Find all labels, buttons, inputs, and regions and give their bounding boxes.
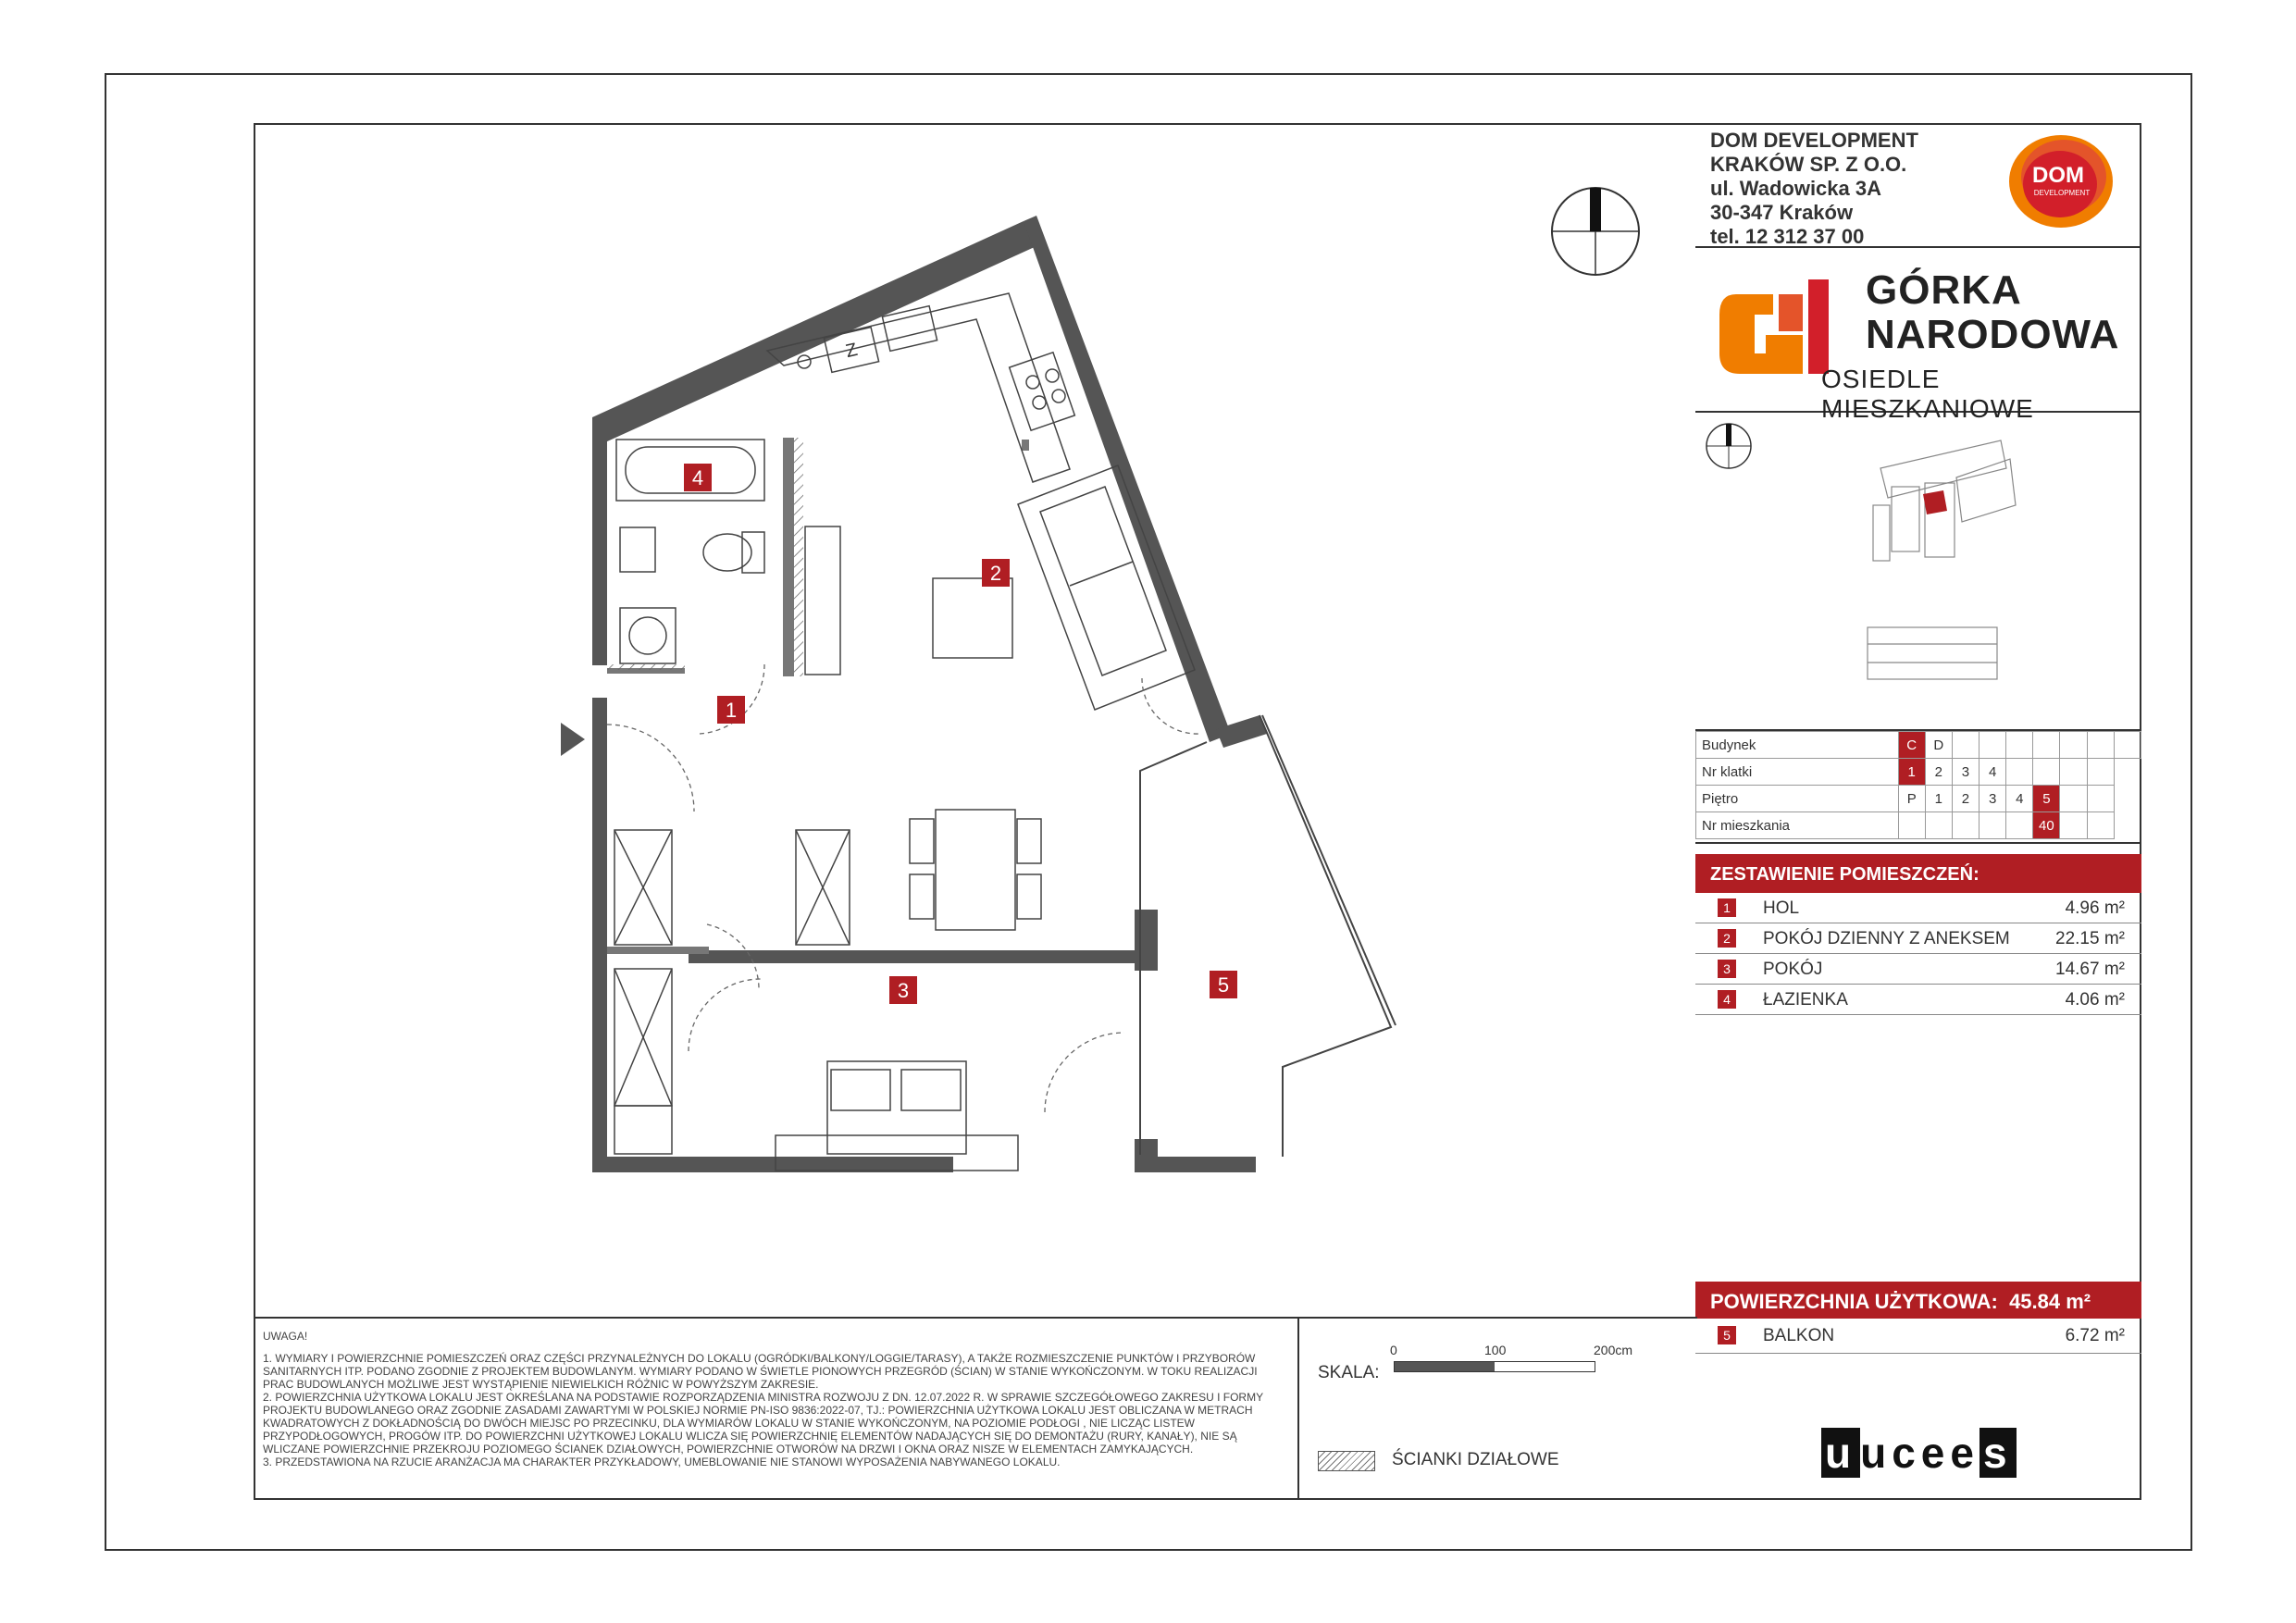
svg-text:DOM: DOM bbox=[2032, 163, 2084, 188]
company-phone: tel. 12 312 37 00 bbox=[1710, 225, 1865, 248]
svg-text:Z: Z bbox=[843, 339, 860, 363]
room-row: 4 ŁAZIENKA 4.06 m² bbox=[1695, 985, 2141, 1015]
toilet-icon bbox=[703, 532, 764, 573]
washbasin-icon bbox=[620, 527, 655, 572]
balcony-row: 5 BALKON 6.72 m² bbox=[1695, 1319, 2141, 1354]
dining-table bbox=[910, 810, 1041, 930]
floor-plan bbox=[254, 123, 1697, 1317]
note-2: 2. POWIERZCHNIA UŻYTKOWA LOKALU JEST OKREŚLANA NA PODSTAWIE ROZPORZĄDZENIA MINISTRA ROZWOJU Z DN. 12.07.2022 R. W SPRAWIE SZCZEGÓŁOWEGO ZAKRESU I FORMY PROJEKTU BUDOWLANEGO ORAZ ZGODNIE ZASADAMI ZAWARTYMI W POLSKIEJ NORMIE PN-ISO 9836:2022-07, TJ.: POWIERZCHNIA UŻYTKOWA LOKALU JEST OBLICZANA W METRACH KWADRATOWYCH Z DOKŁADNOŚCIĄ DO DWÓCH MIEJSC PO PRZECINKU, DLA WYMIARÓW LOKALU W STANIE WYKOŃCZONYM, NA POZIOMIE PODŁOGI , NIE LICZĄC LISTEW PRZYPODŁOGOWYCH, PROGÓW ITP. DO POWIERZCHNI UŻYTKOWEJ LOKALU WLICZA SIĘ POWIERZCHNIĘ ELEMENTÓW NADAJĄCYCH SIĘ DO DEMONTAŻU (RURY, KANAŁY), NIE SĄ WLICZANE POWIERZCHNIE PRZEKROJU POZIOMEGO ŚCIANEK DZIAŁOWYCH, POWIERZCHNIE OTWORÓW NA DRZWI I OKNA ORAZ NISZE W ELEMENTACH ZAMYKAJĄCYCH. bbox=[263, 1391, 1263, 1456]
building-row: Budynek C D bbox=[1696, 732, 2141, 759]
coffee-table bbox=[933, 578, 1012, 658]
room-marker-label: 5 bbox=[1217, 973, 1230, 997]
stove-icon bbox=[1010, 353, 1075, 430]
room-marker-label: 1 bbox=[725, 699, 738, 722]
stair-row: Nr klatki 1 2 3 4 bbox=[1696, 759, 2141, 786]
key-plan bbox=[1695, 413, 2141, 731]
floor-row: Piętro P 1 2 3 4 5 bbox=[1696, 786, 2141, 812]
project-subtitle: OSIEDLE MIESZKANIOWE bbox=[1821, 365, 2034, 423]
key-plan-map bbox=[1695, 413, 2141, 731]
company-address bbox=[1695, 123, 2141, 248]
room-marker-label: 4 bbox=[691, 466, 704, 489]
svg-text:DEVELOPMENT: DEVELOPMENT bbox=[2033, 189, 2091, 197]
note-1: 1. WYMIARY I POWIERZCHNIE POMIESZCZEŃ ORAZ CZĘŚCI PRZYNALEŻNYCH DO LOKALU (OGRÓDKI/BALKONY/LOGGIE/TARASY), A TAKŻE ROZMIESZCZENIE PUNKTÓW I PRZYBORÓW SANITARNYCH ITP. PODANO ZGODNIE Z PROJEKTEM BUDOWLANYM. WYMIARY PODANO W ŚWIETLE PIONOWYCH PRZEGRÓD (ŚCIAN) W STANIE WYKOŃCZONYM. W TOKU REALIZACJI PRAC BUDOWLANYCH MOŻLIWE JEST WYSTĄPIENIE NIEWIELKICH RÓŻNIC W POWYŻSZYM ZAKRESIE. bbox=[263, 1352, 1258, 1391]
ucees-logo: uucees bbox=[1821, 1428, 2017, 1478]
notes-box: UWAGA! 1. WYMIARY I POWIERZCHNIE POMIESZCZEŃ ORAZ CZĘŚCI PRZYNALEŻNYCH DO LOKALU (OGRÓDKI/BALKONY/LOGGIE/TARASY), A TAKŻE ROZMIESZCZENIE PUNKTÓW I PRZYBORÓW SANITARNYCH ITP. PODANO ZGODNIE Z PROJEKTEM BUDOWLANYM. WYMIARY PODANO W ŚWIETLE PIONOWYCH PRZEGRÓD (ŚCIAN) W STANIE WYKOŃCZONYM. W TOKU REALIZACJI PRAC BUDOWLANYCH MOŻLIWE JEST WYSTĄPIENIE NIEWIELKICH RÓŻNIC W POWYŻSZYM ZAKRESIE. 2. POWIERZCHNIA UŻYTKOWA LOKALU JEST OKREŚLANA NA PODSTAWIE ROZPORZĄDZENIA MINISTRA ROZWOJU Z DN. 12.07.2022 R. W SPRAWIE SZCZEGÓŁOWEGO ZAKRESU I FORMY PROJEKTU BUDOWLANEGO ORAZ ZGODNIE ZASADAMI ZAWARTYMI W POLSKIEJ NORMIE PN-ISO 9836:2022-07, TJ.: POWIERZCHNIA UŻYTKOWA LOKALU JEST OBLICZANA W METRACH KWADRATOWYCH Z DOKŁADNOŚCIĄ DO DWÓCH MIEJSC PO PRZECINKU, DLA WYMIARÓW LOKALU W STANIE WYKOŃCZONYM, NA POZIOMIE PODŁOGI , NIE LICZĄC LISTEW PRZYPODŁOGOWYCH, PROGÓW ITP. DO POWIERZCHNI UŻYTKOWEJ LOKALU WLICZA SIĘ POWIERZCHNIĘ ELEMENTÓW NADAJĄCYCH SIĘ DO DEMONTAŻU (RURY, KANAŁY), NIE SĄ WLICZANE POWIERZCHNIE PRZEKROJU POZIOMEGO ŚCIANEK DZIAŁOWYCH, POWIERZCHNIE OTWORÓW NA DRZWI I OKNA ORAZ NISZE W ELEMENTACH ZAMYKAJĄCYCH. 3. PRZEDSTAWIONA NA RZUCIE ARANŻACJA MA CHARAKTER PRZYKŁADOWY, UMEBLOWANIE NIE STANOWI WYPOSAŻENIA NABYWANEGO LOKALU. bbox=[254, 1317, 1299, 1500]
company-name-2: KRAKÓW SP. Z O.O. bbox=[1710, 153, 1907, 176]
wardrobes bbox=[614, 830, 850, 1154]
company-name-1: DOM DEVELOPMENT bbox=[1710, 129, 1918, 152]
apartment-number-row: Nr mieszkania 40 bbox=[1696, 812, 2141, 839]
room-marker-label: 2 bbox=[989, 562, 1002, 585]
rooms-heading: ZESTAWIENIE POMIESZCZEŃ: bbox=[1695, 854, 2141, 893]
wardrobe-bathroom bbox=[805, 527, 840, 675]
company-street: ul. Wadowicka 3A bbox=[1710, 177, 1882, 200]
dom-development-logo-icon bbox=[2006, 132, 2116, 230]
north-compass-small-icon bbox=[1706, 424, 1751, 468]
company-city: 30-347 Kraków bbox=[1710, 201, 1854, 224]
balcony-outline bbox=[1140, 715, 1396, 1157]
rooms-list bbox=[1695, 893, 2141, 1015]
room-row: 3 POKÓJ 14.67 m² bbox=[1695, 954, 2141, 985]
washing-machine-icon bbox=[620, 608, 676, 663]
project-name: GÓRKA NARODOWA bbox=[1866, 267, 2120, 357]
entrance-arrow-icon bbox=[561, 723, 585, 756]
north-compass-icon bbox=[1552, 188, 1639, 275]
usable-area: POWIERZCHNIA UŻYTKOWA: 45.84 m² bbox=[1695, 1282, 2141, 1319]
partition-walls-swatch bbox=[1318, 1451, 1375, 1471]
scale-legend: SKALA: 0 100 200cm ŚCIANKI DZIAŁOWE bbox=[1299, 1317, 1697, 1500]
room-row: 2 POKÓJ DZIENNY Z ANEKSEM 22.15 m² bbox=[1695, 923, 2141, 954]
note-3: 3. PRZEDSTAWIONA NA RZUCIE ARANŻACJA MA CHARAKTER PRZYKŁADOWY, UMEBLOWANIE NIE STANOWI WYPOSAŻENIA NABYWANEGO LOKALU. bbox=[263, 1456, 1061, 1468]
partition-hatch bbox=[794, 438, 803, 676]
door-swings bbox=[607, 664, 1200, 1112]
project-brand bbox=[1695, 248, 2141, 423]
scale-bar bbox=[1394, 1361, 1595, 1372]
room-row: 1 HOL 4.96 m² bbox=[1695, 893, 2141, 923]
apartment-info-table bbox=[1695, 731, 2141, 844]
bed-icon bbox=[776, 1061, 1018, 1171]
exterior-walls bbox=[592, 216, 1267, 1172]
room-marker-label: 3 bbox=[897, 979, 910, 1002]
